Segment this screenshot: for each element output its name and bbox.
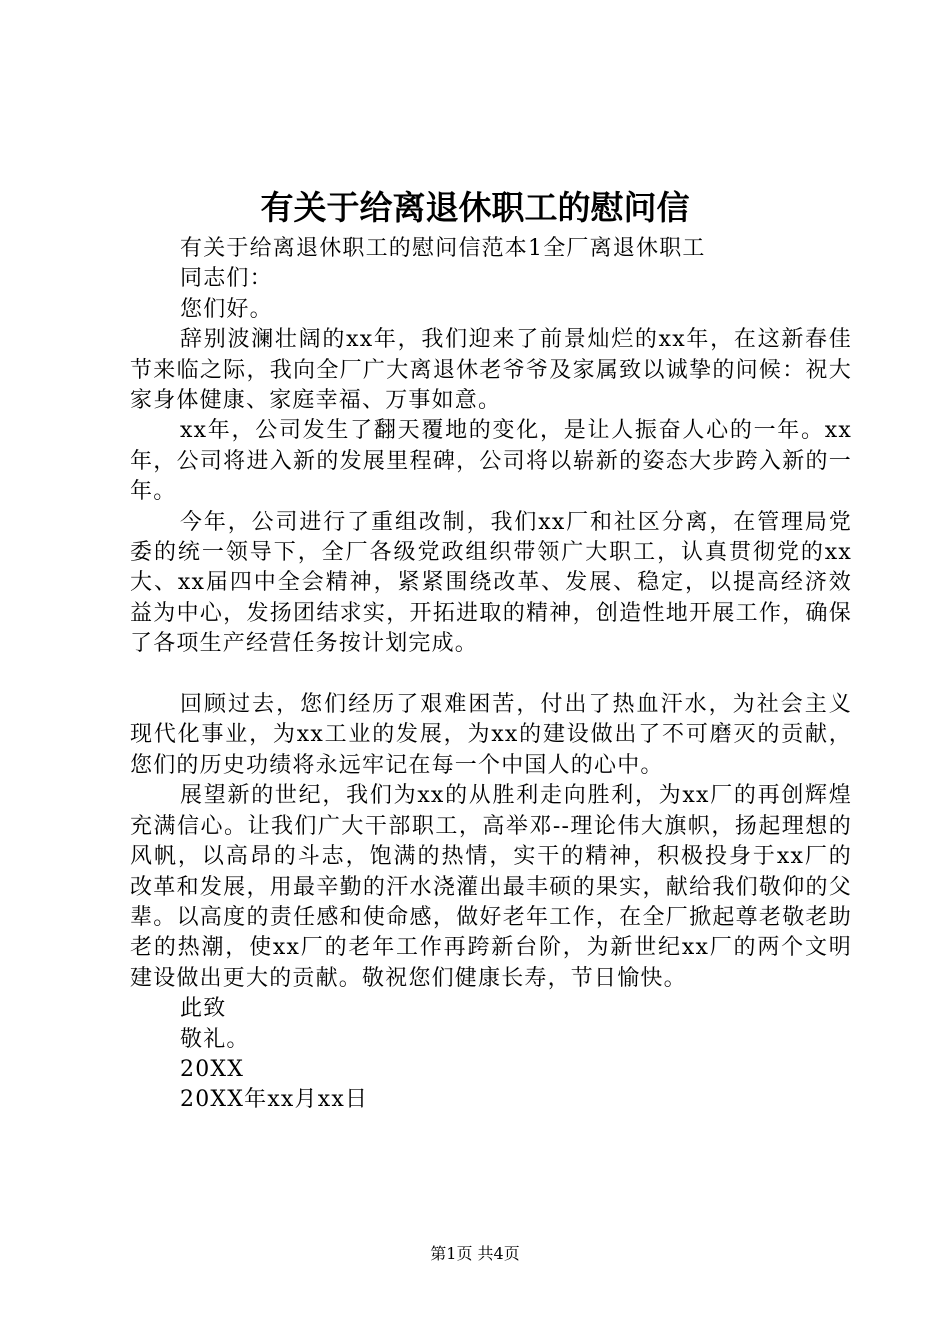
greeting: 您们好。 xyxy=(180,296,273,322)
intro-line: 有关于给离退休职工的慰问信范本1全厂离退休职工 xyxy=(180,236,706,261)
paragraph-spacer xyxy=(130,660,852,690)
paragraph-company-change: xx年，公司发生了翻天覆地的变化，是让人振奋人心的一年。xx年，公司将进入新的发展里程碑，公司将以崭新的姿态大步跨入新的一年。 xyxy=(130,418,852,505)
salutation: 同志们： xyxy=(180,266,273,292)
paragraph-review: 回顾过去，您们经历了艰难困苦，付出了热血汗水，为社会主义现代化事业，为xx工业的发展，为xx的建设做出了不可磨灭的贡献，您们的历史功绩将永远牢记在每一个中国人的心中。 xyxy=(130,692,852,778)
closing-jing-li: 敬礼。 xyxy=(180,1026,250,1052)
letter-body xyxy=(130,234,852,1116)
signature-year: 20XX xyxy=(180,1056,245,1082)
page-footer: 第1页 共4页 xyxy=(430,1244,520,1263)
document-title: 有关于给离退休职工的慰问信 xyxy=(260,188,690,227)
paragraph-outlook: 展望新的世纪，我们为xx的从胜利走向胜利，为xx厂的再创辉煌充满信心。让我们广大干部职工，高举邓--理论伟大旗帜，扬起理想的风帆，以高昂的斗志，饱满的热情，实干的精神，积极投身于xx厂的改革和发展，用最辛勤的汗水浇灌出最丰硕的果实，献给我们敬仰的父辈。以高度的责任感和使命感，做好老年工作，在全厂掀起尊老敬老助老的热潮，使xx厂的老年工作再跨新台阶，为新世纪xx厂的两个文明建设做出更大的贡献。敬祝您们健康长寿，节日愉快。 xyxy=(130,783,852,991)
paragraph-new-year: 辞别波澜壮阔的xx年，我们迎来了前景灿烂的xx年，在这新春佳节来临之际，我向全厂广大离退休老爷爷及家属致以诚挚的问候：祝大家身体健康、家庭幸福、万事如意。 xyxy=(130,327,852,414)
paragraph-restructure: 今年，公司进行了重组改制，我们xx厂和社区分离，在管理局党委的统一领导下，全厂各级党政组织带领广大职工，认真贯彻党的xx大、xx届四中全会精神，紧紧围绕改革、发展、稳定，以提高经济效益为中心，发扬团结求实，开拓进取的精神，创造性地开展工作，确保了各项生产经营任务按计划完成。 xyxy=(130,509,852,657)
signature-date: 20XX年xx月xx日 xyxy=(180,1087,369,1113)
closing-ci-zhi: 此致 xyxy=(180,996,227,1022)
